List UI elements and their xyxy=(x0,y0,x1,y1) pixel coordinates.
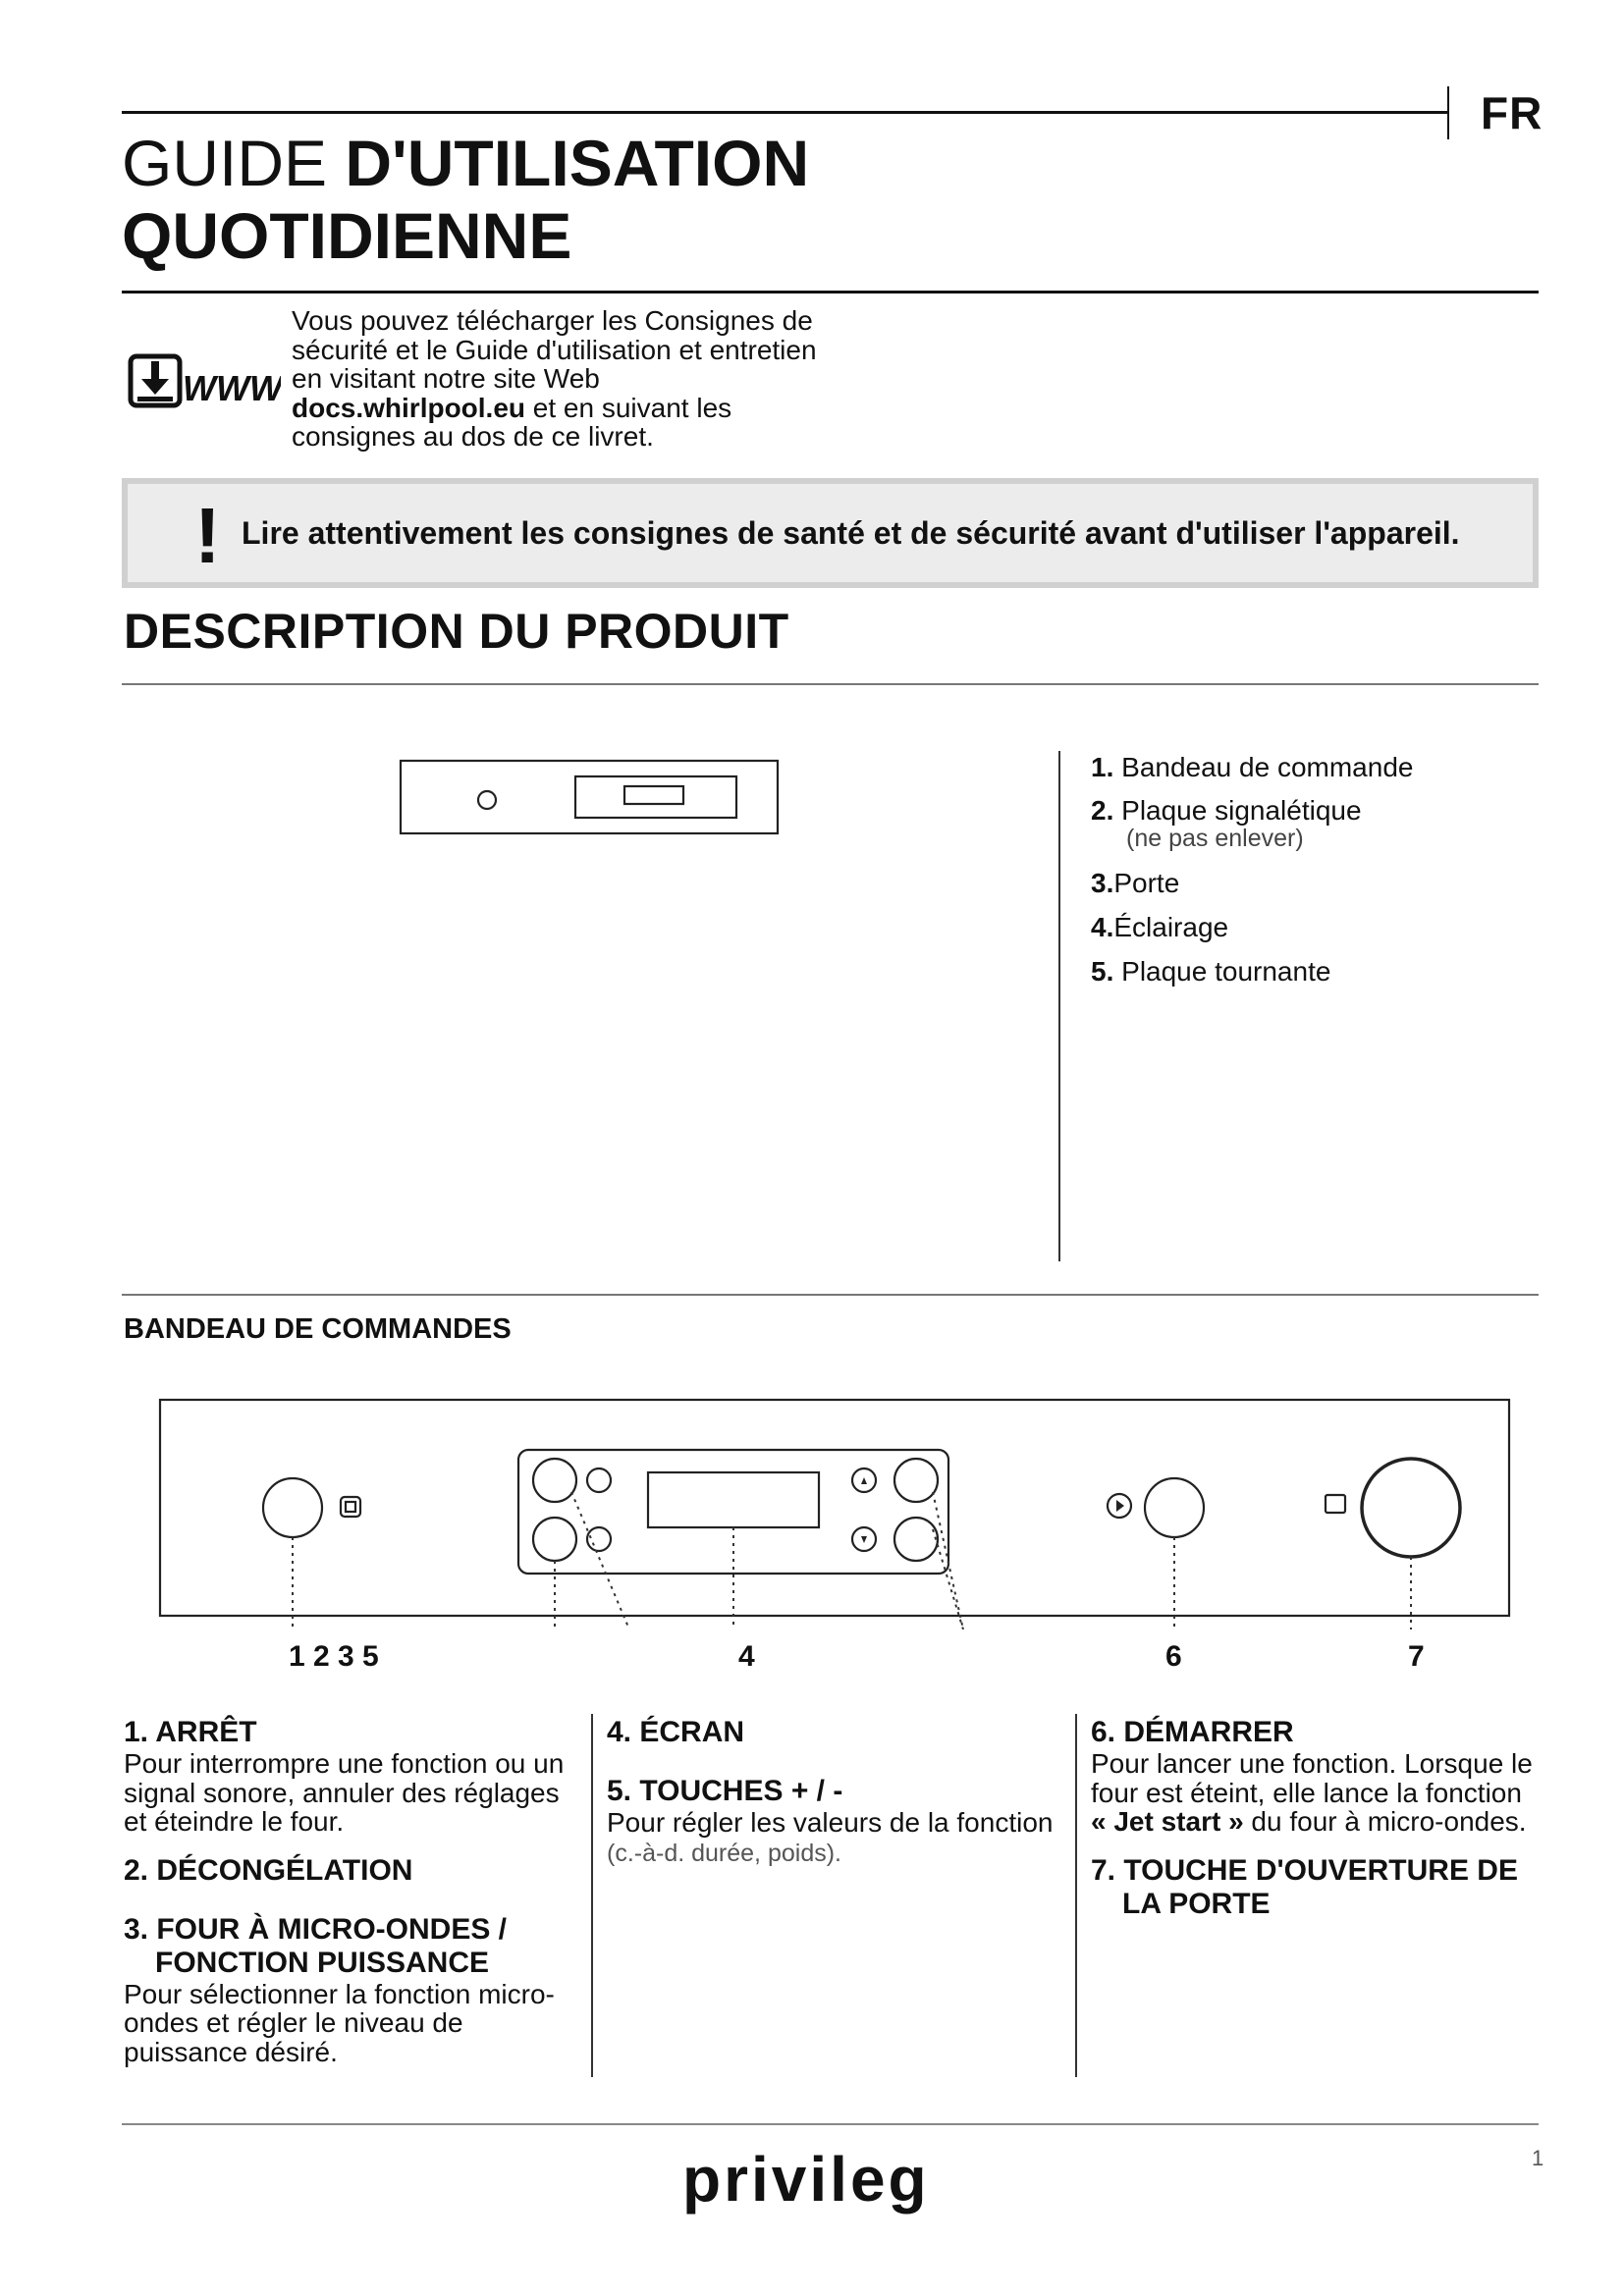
legend-item-2: 2. Plaque signalétique (ne pas enlever) xyxy=(1091,795,1362,852)
top-rule xyxy=(122,111,1447,114)
function-stop-text: Pour interrompre une fonction ou un signal sonore, annuler des réglages et éteindre le four. xyxy=(124,1748,565,1837)
website-link[interactable]: docs.whirlpool.eu xyxy=(292,392,526,423)
title-rule xyxy=(122,291,1539,294)
function-microwave-title-2: FONCTION PUISSANCE xyxy=(155,1946,490,1979)
defrost-icon xyxy=(587,1468,611,1492)
exclamation-icon: ! xyxy=(194,492,221,579)
microwave-diagram xyxy=(167,692,1031,1281)
function-stop-title: 1. ARRÊT xyxy=(124,1716,257,1748)
function-column-2 xyxy=(607,1716,1058,1868)
microwave-button xyxy=(533,1518,576,1561)
door-icon xyxy=(1326,1495,1345,1513)
minus-button xyxy=(894,1518,938,1561)
page-title-line2: QUOTIDIENNE xyxy=(122,199,572,272)
power-icon xyxy=(587,1527,611,1551)
page-number: 1 xyxy=(1532,2146,1544,2170)
start-button xyxy=(1145,1478,1204,1537)
download-www-icon xyxy=(128,353,281,416)
warning-text: Lire attentivement les consignes de santé et de sécurité avant d'utiliser l'appareil. xyxy=(242,515,1460,551)
function-keys-text: Pour régler les valeurs de la fonction (c.-à-d. durée, poids). xyxy=(607,1807,1054,1867)
download-note: Vous pouvez télécharger les Consignes de sécurité et le Guide d'utilisation et entretien en visitant notre site Web docs.whirlpool.eu et en suivant les consignes au dos de ce livret. xyxy=(292,305,817,452)
language-code: FR xyxy=(1481,87,1543,138)
function-door-title: 7. TOUCHE D'OUVERTURE DE xyxy=(1091,1853,1518,1887)
panel-top-rule xyxy=(122,1294,1539,1296)
legend-item-1: 1. Bandeau de commande xyxy=(1091,752,1414,782)
col-divider-2 xyxy=(1075,1714,1077,2077)
callout-4: 4 xyxy=(738,1640,755,1673)
function-door-title-2: LA PORTE xyxy=(1122,1887,1271,1920)
function-column-1 xyxy=(124,1716,575,2066)
legend-divider xyxy=(1058,751,1060,1261)
stop-button xyxy=(263,1478,322,1537)
function-start-title: 6. DÉMARRER xyxy=(1091,1716,1294,1748)
lang-divider xyxy=(1447,86,1449,139)
callout-6: 6 xyxy=(1165,1640,1182,1673)
description-rule xyxy=(122,683,1539,685)
svg-text:WWW: WWW xyxy=(183,368,281,408)
door-open-button xyxy=(1362,1459,1460,1557)
section-title-description: DESCRIPTION DU PRODUIT xyxy=(124,604,789,659)
callout-7: 7 xyxy=(1408,1640,1425,1673)
function-start-text: Pour lancer une fonction. Lorsque le four est éteint, elle lance la fonction « Jet start » du four à micro-ondes. xyxy=(1091,1748,1533,1837)
function-microwave-text: Pour sélectionner la fonction micro-ondes et régler le niveau de puissance désiré. xyxy=(124,1978,555,2067)
display-screen xyxy=(648,1472,819,1527)
function-screen-title: 4. ÉCRAN xyxy=(607,1716,745,1748)
stop-icon xyxy=(341,1497,360,1517)
page-title-line1: GUIDE D'UTILISATION xyxy=(122,127,810,199)
defrost-button xyxy=(533,1459,576,1502)
plus-button xyxy=(894,1459,938,1502)
function-microwave-title: 3. FOUR À MICRO-ONDES / xyxy=(124,1912,508,1946)
control-panel xyxy=(401,761,778,833)
function-keys-title: 5. TOUCHES + / - xyxy=(607,1775,843,1807)
brand-logo: privileg xyxy=(682,2144,930,2215)
function-defrost-title: 2. DÉCONGÉLATION xyxy=(124,1853,413,1887)
legend-item-3: 3.Porte xyxy=(1091,868,1180,898)
section-title-panel: BANDEAU DE COMMANDES xyxy=(124,1313,512,1345)
control-panel-frame xyxy=(160,1400,1509,1616)
legend-item-5: 5. Plaque tournante xyxy=(1091,956,1331,987)
control-panel-diagram xyxy=(157,1394,1512,1629)
col-divider-1 xyxy=(591,1714,593,2077)
callout-1235: 1 2 3 5 xyxy=(289,1640,379,1673)
function-column-3 xyxy=(1091,1716,1543,1921)
button-cluster xyxy=(518,1450,948,1574)
footer-rule xyxy=(122,2123,1539,2125)
legend-item-4: 4.Éclairage xyxy=(1091,912,1229,942)
